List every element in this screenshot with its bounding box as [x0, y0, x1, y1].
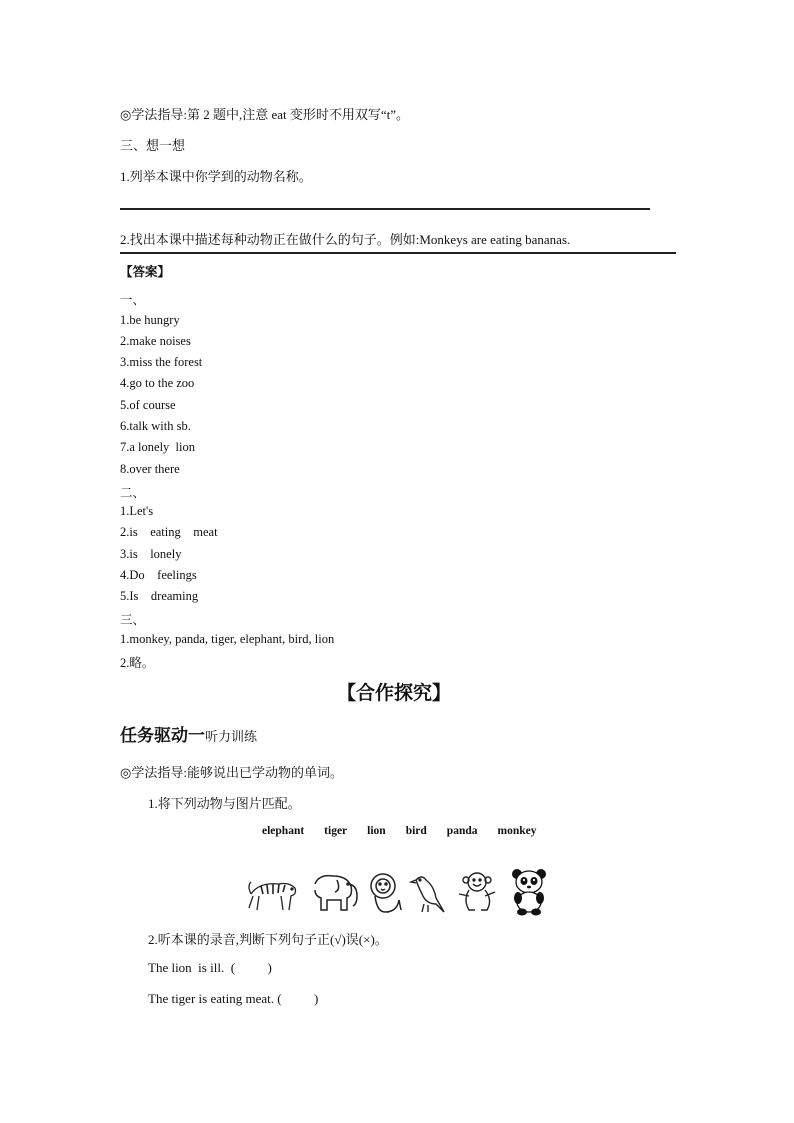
section-divider — [120, 252, 676, 254]
task-title-sub: 听力训练 — [205, 729, 258, 744]
match-question: 1.将下列动物与图片匹配。 — [148, 796, 301, 811]
answer-item: 4.Do feelings — [120, 568, 197, 582]
word-panda: panda — [446, 825, 478, 837]
study-tip: ◎学法指导:第 2 题中,注意 eat 变形时不用双写“t”。 — [120, 107, 410, 122]
answer-item: 6.talk with sb. — [120, 419, 191, 433]
animal-pictures — [245, 868, 550, 916]
section-heading: 【合作探究】 — [337, 682, 452, 704]
answer-item: 1.be hungry — [120, 313, 180, 327]
tiger-icon — [249, 882, 296, 910]
word-monkey: monkey — [497, 825, 537, 837]
judge-sentence-1: The lion is ill. ( ) — [148, 960, 272, 975]
answer-item: 1.Let's — [120, 504, 154, 518]
answer-item: 8.over there — [120, 462, 180, 476]
answer-item: 3.miss the forest — [120, 355, 203, 369]
lion-icon — [371, 874, 401, 912]
answers-part3-label: 三、 — [120, 613, 146, 627]
answer-item: 2.make noises — [120, 334, 191, 348]
task-title — [120, 721, 257, 746]
answer-item: 3.is lonely — [120, 547, 182, 561]
question-2: 2.找出本课中描述每种动物正在做什么的句子。例如:Monkeys are eating bananas. — [120, 232, 571, 247]
word-lion: lion — [367, 825, 386, 837]
word-tiger: tiger — [324, 825, 348, 837]
answer-item: 2.is eating meat — [120, 525, 218, 539]
panda-icon — [512, 869, 546, 916]
section-title-think: 三、想一想 — [120, 138, 186, 153]
answers-title: 【答案】 — [120, 264, 171, 279]
answer-item: 4.go to the zoo — [120, 376, 195, 390]
answer-item: 1.monkey, panda, tiger, elephant, bird, lion — [120, 632, 335, 646]
answers-part2-label: 二、 — [120, 486, 146, 500]
word-elephant: elephant — [262, 825, 305, 837]
question-1: 1.列举本课中你学到的动物名称。 — [120, 169, 312, 184]
answer-item: 7.a lonely lion — [120, 440, 195, 454]
monkey-icon — [459, 873, 495, 910]
elephant-icon — [315, 876, 357, 910]
answer-item: 2.略。 — [120, 656, 155, 670]
judge-question: 2.听本课的录音,判断下列句子正(√)误(×)。 — [148, 932, 388, 947]
answer-item: 5.Is dreaming — [120, 589, 199, 603]
bird-icon — [411, 877, 444, 912]
task-title-main: 任务驱动一 — [120, 726, 205, 746]
answer-item: 5.of course — [120, 398, 176, 412]
judge-sentence-2: The tiger is eating meat. ( ) — [148, 991, 319, 1006]
word-bird: bird — [405, 825, 427, 837]
word-list — [262, 821, 536, 839]
explore-tip: ◎学法指导:能够说出已学动物的单词。 — [120, 765, 343, 780]
answers-part1-label: 一、 — [120, 293, 146, 307]
answer-line — [120, 208, 650, 210]
